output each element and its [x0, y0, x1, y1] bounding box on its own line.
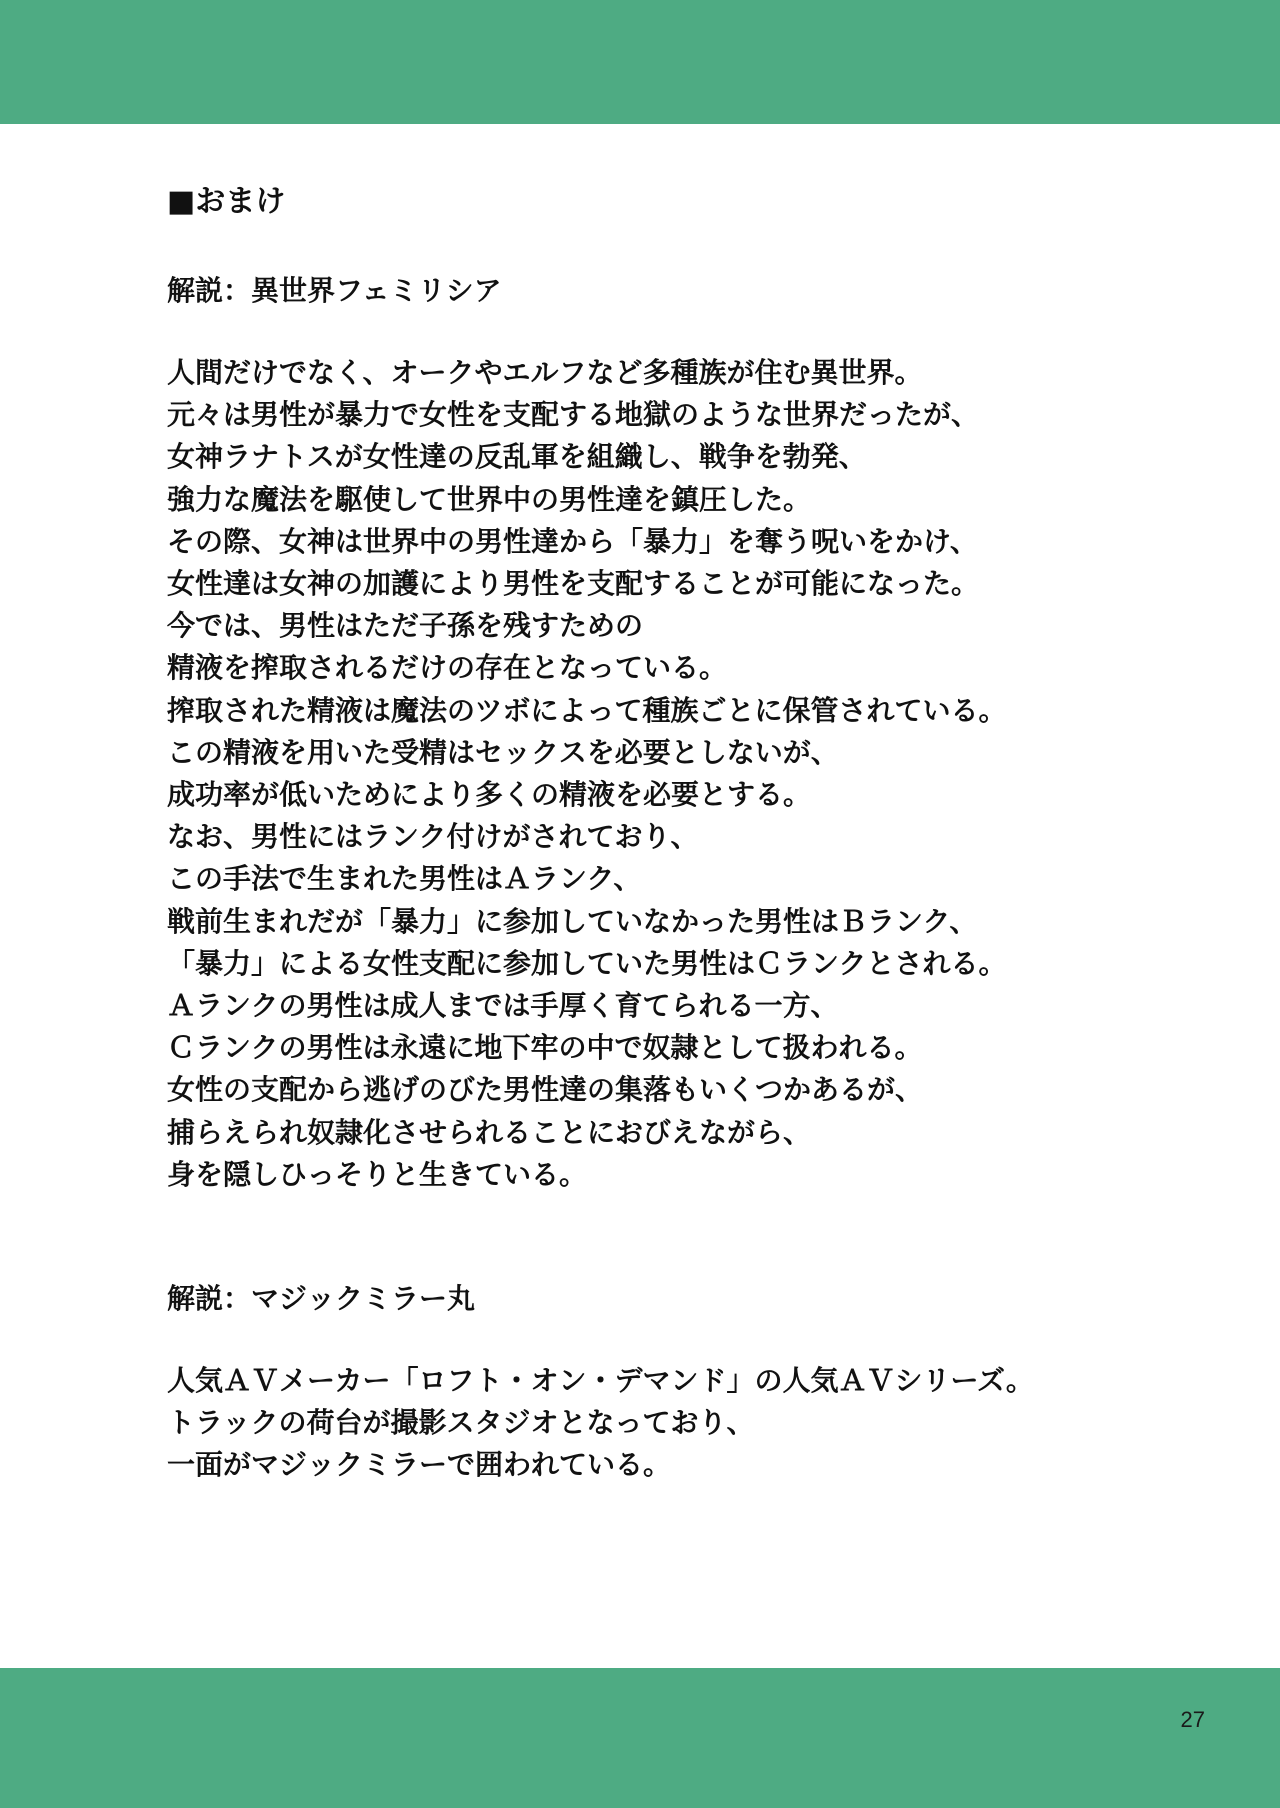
text-line: 女性達は女神の加護により男性を支配することが可能になった。 — [167, 567, 980, 601]
section-title-isekai: 解説：異世界フェミリシア — [167, 274, 502, 307]
page-heading: ■おまけ — [167, 184, 286, 219]
page-number: 27 — [1180, 1707, 1205, 1732]
text-line: Ａランクの男性は成人までは手厚く育てられる一方、 — [167, 989, 839, 1023]
text-line: 捕らえられ奴隷化させられることにおびえながら、 — [167, 1115, 812, 1149]
text-line: 戦前生まれだが「暴力」に参加していなかった男性はＢランク、 — [167, 904, 978, 938]
text-line: 身を隠しひっそりと生きている。 — [167, 1157, 588, 1191]
text-line: 成功率が低いためにより多くの精液を必要とする。 — [167, 778, 812, 812]
section-body-magic-mirror — [167, 1360, 1207, 1487]
text-line: トラックの荷台が撮影スタジオとなっており、 — [167, 1406, 755, 1440]
text-line: Ｃランクの男性は永遠に地下牢の中で奴隷として扱われる。 — [167, 1031, 923, 1065]
text-line: 一面がマジックミラーで囲われている。 — [167, 1448, 672, 1482]
text-line: 人間だけでなく、オークやエルフなど多種族が住む異世界。 — [167, 356, 923, 389]
text-line: 元々は男性が暴力で女性を支配する地獄のような世界だったが、 — [167, 398, 980, 432]
section-title-magic-mirror: 解説：マジックミラー丸 — [167, 1282, 476, 1316]
page-content — [167, 178, 1207, 1487]
text-line: 「暴力」による女性支配に参加していた男性はＣランクとされる。 — [167, 946, 1007, 980]
text-line: 女神ラナトスが女性達の反乱軍を組織し、戦争を勃発、 — [167, 440, 867, 474]
text-line: なお、男性にはランク付けがされており、 — [167, 820, 699, 854]
text-line: 人気ＡＶメーカー「ロフト・オン・デマンド」の人気ＡＶシリーズ。 — [167, 1364, 1034, 1398]
text-line: この手法で生まれた男性はＡランク、 — [167, 862, 642, 896]
text-line: この精液を用いた受精はセックスを必要としないが、 — [167, 735, 839, 769]
text-line: 今では、男性はただ子孫を残すための — [167, 609, 644, 643]
text-line: 精液を搾取されるだけの存在となっている。 — [167, 651, 728, 685]
text-line: 搾取された精液は魔法のツボによって種族ごとに保管されている。 — [167, 693, 1007, 727]
text-line: 女性の支配から逃げのびた男性達の集落もいくつかあるが、 — [167, 1073, 924, 1107]
text-line: 強力な魔法を駆使して世界中の男性達を鎮圧した。 — [167, 482, 812, 516]
text-line: その際、女神は世界中の男性達から「暴力」を奪う呪いをかけ、 — [167, 524, 978, 558]
section-body-isekai — [167, 352, 1207, 1196]
footer-band — [0, 1668, 1280, 1808]
header-band — [0, 0, 1280, 124]
